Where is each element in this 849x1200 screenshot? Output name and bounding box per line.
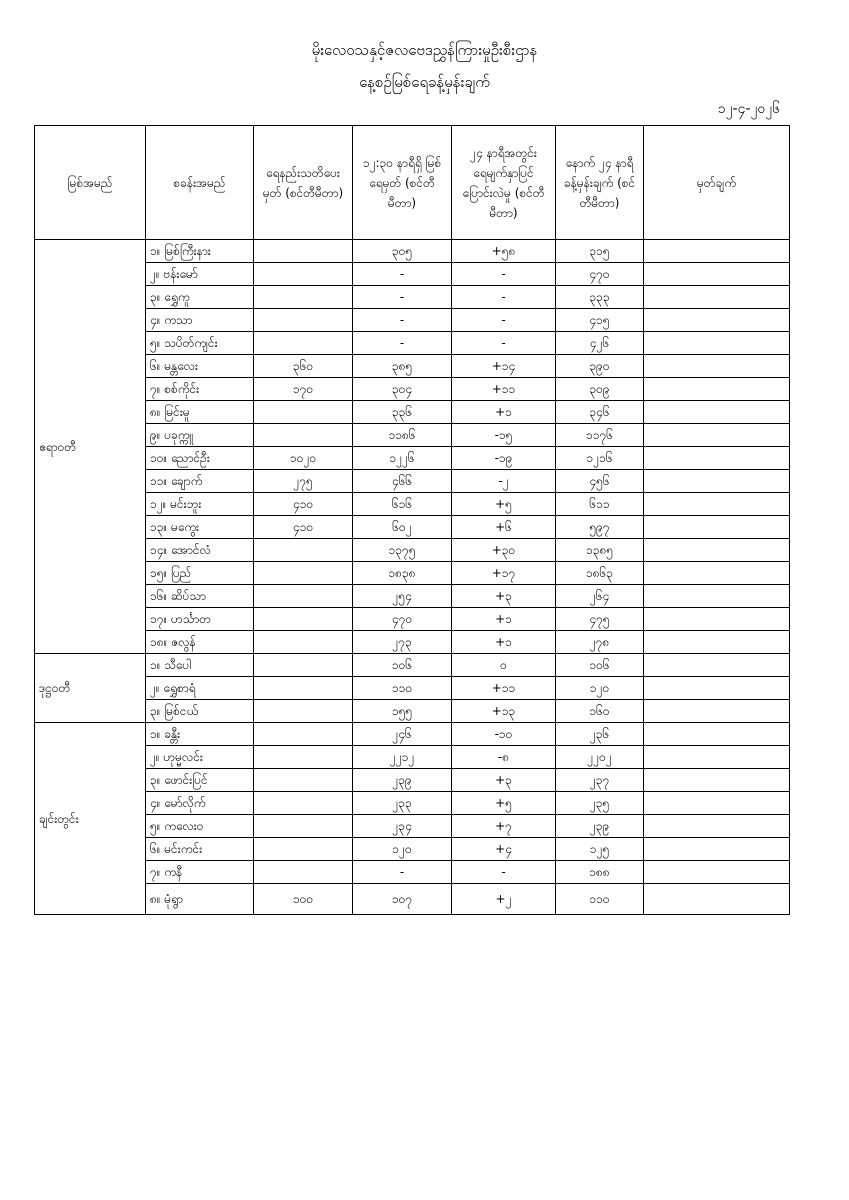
remark-cell [644, 792, 790, 815]
forecast-cell: ၁၂၅ [556, 838, 644, 861]
warning-cell [254, 815, 353, 838]
change-cell: +၅ [452, 493, 556, 516]
remark-cell [644, 470, 790, 493]
table-row [35, 240, 790, 263]
table-row [35, 815, 790, 838]
level-cell: ၂၂၁၂ [353, 746, 452, 769]
level-cell: - [353, 309, 452, 332]
remark-cell [644, 608, 790, 631]
forecast-cell: ၂၃၉ [556, 815, 644, 838]
remark-cell [644, 355, 790, 378]
level-cell: ၃၀၄ [353, 378, 452, 401]
table-row [35, 424, 790, 447]
river-name-cell: ဧရာဝတီ [35, 240, 146, 654]
warning-cell [254, 608, 353, 631]
warning-cell [254, 401, 353, 424]
station-name-cell: ၁၈။ ဇလွန် [146, 631, 254, 654]
table-row [35, 654, 790, 677]
station-name-cell: ၂။ ဟုမ္မလင်း [146, 746, 254, 769]
table-row [35, 884, 790, 915]
station-name-cell: ၁၀။ ညောင်ဦး [146, 447, 254, 470]
table-row [35, 631, 790, 654]
level-cell: ၁၃၇၅ [353, 539, 452, 562]
table-body [35, 240, 790, 915]
station-name-cell: ၁၁။ ချောက် [146, 470, 254, 493]
change-cell: - [452, 861, 556, 884]
station-name-cell: ၁။ မြစ်ကြီးနား [146, 240, 254, 263]
change-cell: -၂ [452, 470, 556, 493]
level-cell: ၂၇၃ [353, 631, 452, 654]
change-cell: +၆ [452, 516, 556, 539]
remark-cell [644, 240, 790, 263]
station-name-cell: ၄။ ကသာ [146, 309, 254, 332]
change-cell: +၁၃ [452, 700, 556, 723]
forecast-cell: ၃၄၆ [556, 401, 644, 424]
forecast-cell: ၂၃၆ [556, 723, 644, 746]
remark-cell [644, 263, 790, 286]
forecast-cell: ၆၁၁ [556, 493, 644, 516]
table-row [35, 585, 790, 608]
level-cell: ၃၀၅ [353, 240, 452, 263]
change-cell: - [452, 286, 556, 309]
table-row [35, 700, 790, 723]
warning-cell [254, 700, 353, 723]
table-row [35, 677, 790, 700]
remark-cell [644, 815, 790, 838]
change-cell: -၁၉ [452, 447, 556, 470]
station-name-cell: ၈။ မုံရွာ [146, 884, 254, 915]
level-cell: - [353, 263, 452, 286]
remark-cell [644, 861, 790, 884]
warning-cell: ၁၀၂၀ [254, 447, 353, 470]
table-row [35, 539, 790, 562]
change-cell: +၇ [452, 815, 556, 838]
forecast-cell: ၄၇၀ [556, 263, 644, 286]
table-row [35, 493, 790, 516]
change-cell: +၅၈ [452, 240, 556, 263]
warning-cell: ၂၇၅ [254, 470, 353, 493]
change-cell: +၄ [452, 838, 556, 861]
station-name-cell: ၁၂။ မင်းဘူး [146, 493, 254, 516]
level-cell: ၁၅၅ [353, 700, 452, 723]
forecast-cell: ၃၃၃ [556, 286, 644, 309]
level-cell: ၂၃၉ [353, 769, 452, 792]
warning-cell [254, 332, 353, 355]
level-cell: ၁၈၃၈ [353, 562, 452, 585]
change-cell: +၁ [452, 401, 556, 424]
forecast-cell: ၄၂၆ [556, 332, 644, 355]
forecast-cell: ၁၀၆ [556, 654, 644, 677]
level-cell: ၁၀၇ [353, 884, 452, 915]
warning-cell: ၄၁၀ [254, 493, 353, 516]
station-name-cell: ၆။ မန္တလေး [146, 355, 254, 378]
station-name-cell: ၂။ ဗန်းမော် [146, 263, 254, 286]
page-subtitle: နေ့စဉ်မြစ်ရေခန့်မှန်းချက် [359, 73, 490, 91]
station-name-cell: ၈။ မြင်းမူ [146, 401, 254, 424]
level-cell: ၃၃၆ [353, 401, 452, 424]
change-cell: +၃ [452, 769, 556, 792]
forecast-cell: ၂၂၀၂ [556, 746, 644, 769]
forecast-cell: ၂၃၇ [556, 769, 644, 792]
remark-cell [644, 838, 790, 861]
table-row [35, 263, 790, 286]
forecast-cell: ၁၈၈ [556, 861, 644, 884]
station-name-cell: ၇။ ကနီ [146, 861, 254, 884]
warning-cell [254, 654, 353, 677]
remark-cell [644, 654, 790, 677]
table-row [35, 378, 790, 401]
column-header: မှတ်ချက် [644, 126, 790, 240]
station-name-cell: ၁။ ခန္တီး [146, 723, 254, 746]
warning-cell [254, 240, 353, 263]
level-cell: - [353, 861, 452, 884]
level-cell: ၂၃၄ [353, 815, 452, 838]
warning-cell [254, 861, 353, 884]
warning-cell [254, 746, 353, 769]
remark-cell [644, 539, 790, 562]
warning-cell [254, 424, 353, 447]
warning-cell [254, 263, 353, 286]
river-forecast-table [34, 125, 790, 915]
level-cell: ၂၄၆ [353, 723, 452, 746]
station-name-cell: ၅။ ကလေးဝ [146, 815, 254, 838]
remark-cell [644, 286, 790, 309]
change-cell: +၁၄ [452, 355, 556, 378]
table-row [35, 309, 790, 332]
remark-cell [644, 332, 790, 355]
change-cell: +၁၁ [452, 677, 556, 700]
forecast-cell: ၁၆၀ [556, 700, 644, 723]
table-row [35, 838, 790, 861]
level-cell: ၆၀၂ [353, 516, 452, 539]
warning-cell [254, 792, 353, 815]
table-header-row [35, 126, 790, 240]
level-cell: ၁၂၀ [353, 838, 452, 861]
table-row [35, 470, 790, 493]
table-row [35, 746, 790, 769]
report-date: ၁၂-၄-၂၀၂၆ [717, 101, 780, 117]
change-cell: +၁၁ [452, 378, 556, 401]
forecast-cell: ၁၂၀ [556, 677, 644, 700]
warning-cell [254, 631, 353, 654]
change-cell: -၈ [452, 746, 556, 769]
level-cell: ၆၁၆ [353, 493, 452, 516]
station-name-cell: ၂။ ရွှေစာရံ [146, 677, 254, 700]
change-cell: +၃ [452, 585, 556, 608]
river-name-cell: ချင်းတွင်း [35, 723, 146, 915]
station-name-cell: ၃။ ရွှေကူ [146, 286, 254, 309]
warning-cell [254, 585, 353, 608]
column-header: ၂၄ နာရီအတွင်း ရေမျက်နှာပြင် ပြောင်းလဲမှု (စင်တီမီတာ) [452, 126, 556, 240]
level-cell: ၂၅၄ [353, 585, 452, 608]
warning-cell: ၃၆၀ [254, 355, 353, 378]
forecast-cell: ၃၁၅ [556, 240, 644, 263]
table-row [35, 286, 790, 309]
remark-cell [644, 700, 790, 723]
remark-cell [644, 746, 790, 769]
level-cell: ၁၁၀ [353, 677, 452, 700]
warning-cell: ၁၇၀ [254, 378, 353, 401]
change-cell: - [452, 332, 556, 355]
table-row [35, 355, 790, 378]
station-name-cell: ၆။ မင်းကင်း [146, 838, 254, 861]
forecast-cell: ၄၁၅ [556, 309, 644, 332]
remark-cell [644, 493, 790, 516]
forecast-cell: ၄၇၅ [556, 608, 644, 631]
level-cell: ၃၈၅ [353, 355, 452, 378]
station-name-cell: ၁၇။ ဟင်္သာတ [146, 608, 254, 631]
warning-cell: ၁၀၀ [254, 884, 353, 915]
table-row [35, 861, 790, 884]
level-cell: ၁၀၆ [353, 654, 452, 677]
forecast-cell: ၁၁၇၆ [556, 424, 644, 447]
forecast-cell: ၂၆၄ [556, 585, 644, 608]
column-header: စခန်းအမည် [146, 126, 254, 240]
station-name-cell: ၃။ ဖောင်းပြင် [146, 769, 254, 792]
column-header: မြစ်အမည် [35, 126, 146, 240]
remark-cell [644, 447, 790, 470]
remark-cell [644, 401, 790, 424]
forecast-cell: ၅၉၇ [556, 516, 644, 539]
level-cell: ၁၂၂၆ [353, 447, 452, 470]
table-row [35, 332, 790, 355]
level-cell: ၄၆၆ [353, 470, 452, 493]
station-name-cell: ၅။ သပိတ်ကျင်း [146, 332, 254, 355]
station-name-cell: ၃။ မြစ်ငယ် [146, 700, 254, 723]
remark-cell [644, 723, 790, 746]
warning-cell [254, 286, 353, 309]
page-title: မိုးလေဝသနှင့်ဇလဗေဒညွှန်ကြားမှုဦးစီးဌာန [311, 41, 538, 59]
warning-cell [254, 723, 353, 746]
change-cell: -၁၅ [452, 424, 556, 447]
table-row [35, 516, 790, 539]
level-cell: - [353, 286, 452, 309]
station-name-cell: ၁၄။ အောင်လံ [146, 539, 254, 562]
warning-cell [254, 838, 353, 861]
forecast-cell: ၄၅၆ [556, 470, 644, 493]
warning-cell [254, 677, 353, 700]
remark-cell [644, 631, 790, 654]
station-name-cell: ၁၆။ ဆိပ်သာ [146, 585, 254, 608]
change-cell: -၁၀ [452, 723, 556, 746]
table-row [35, 769, 790, 792]
remark-cell [644, 769, 790, 792]
remark-cell [644, 677, 790, 700]
level-cell: ၂၃၃ [353, 792, 452, 815]
table-row [35, 792, 790, 815]
column-header: ရေနည်းသတိပေးမှတ် (စင်တီမီတာ) [254, 126, 353, 240]
level-cell: - [353, 332, 452, 355]
column-header: ၁၂:၃၀ နာရီရှိ မြစ်ရေမှတ် (စင်တီမီတာ) [353, 126, 452, 240]
forecast-cell: ၃၀၉ [556, 378, 644, 401]
remark-cell [644, 585, 790, 608]
table-row [35, 608, 790, 631]
change-cell: - [452, 263, 556, 286]
level-cell: ၁၁၈၆ [353, 424, 452, 447]
river-name-cell: ဒုဋ္ဌဝတီ [35, 654, 146, 723]
table-row [35, 401, 790, 424]
forecast-cell: ၂၃၅ [556, 792, 644, 815]
forecast-cell: ၁၂၁၆ [556, 447, 644, 470]
station-name-cell: ၇။ စစ်ကိုင်း [146, 378, 254, 401]
level-cell: ၄၇၀ [353, 608, 452, 631]
station-name-cell: ၉။ ပခုက္ကူ [146, 424, 254, 447]
warning-cell [254, 769, 353, 792]
remark-cell [644, 516, 790, 539]
station-name-cell: ၄။ မော်လိုက် [146, 792, 254, 815]
forecast-cell: ၃၉၀ [556, 355, 644, 378]
station-name-cell: ၁။ သီပေါ [146, 654, 254, 677]
change-cell: - [452, 309, 556, 332]
change-cell: +၁ [452, 608, 556, 631]
change-cell: +၃၀ [452, 539, 556, 562]
change-cell: +၅ [452, 792, 556, 815]
warning-cell [254, 309, 353, 332]
warning-cell: ၄၁၀ [254, 516, 353, 539]
change-cell: ၀ [452, 654, 556, 677]
remark-cell [644, 378, 790, 401]
table-row [35, 447, 790, 470]
remark-cell [644, 424, 790, 447]
change-cell: +၁ [452, 631, 556, 654]
change-cell: +၂ [452, 884, 556, 915]
forecast-cell: ၁၃၈၅ [556, 539, 644, 562]
change-cell: +၁၇ [452, 562, 556, 585]
table-row [35, 723, 790, 746]
column-header: နောက် ၂၄ နာရီ ခန့်မှန်းချက် (စင်တီမီတာ) [556, 126, 644, 240]
station-name-cell: ၁၃။ မကွေး [146, 516, 254, 539]
table-row [35, 562, 790, 585]
warning-cell [254, 562, 353, 585]
warning-cell [254, 539, 353, 562]
remark-cell [644, 562, 790, 585]
forecast-cell: ၂၇၈ [556, 631, 644, 654]
remark-cell [644, 884, 790, 915]
station-name-cell: ၁၅။ ပြည် [146, 562, 254, 585]
forecast-cell: ၁၁၀ [556, 884, 644, 915]
remark-cell [644, 309, 790, 332]
forecast-cell: ၁၈၆၃ [556, 562, 644, 585]
